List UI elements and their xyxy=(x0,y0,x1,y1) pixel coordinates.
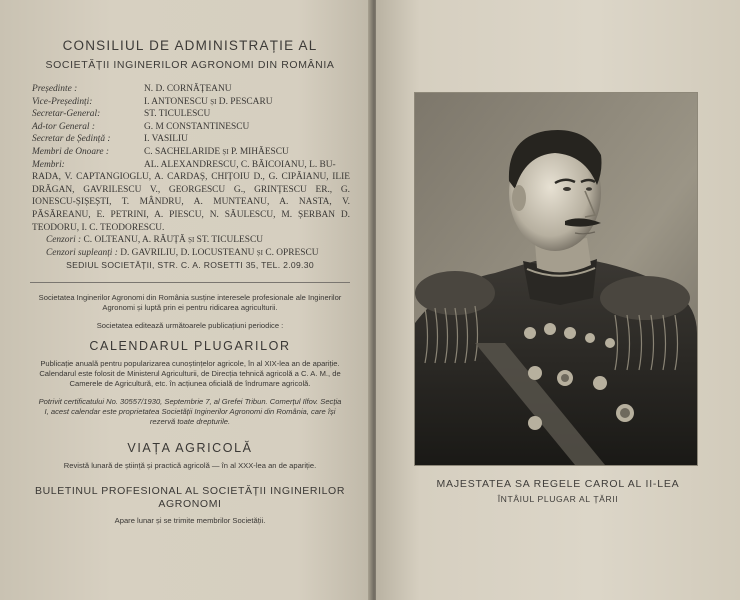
officer-row xyxy=(32,96,350,109)
officer-row xyxy=(32,108,350,121)
officer-name: N. D. CORNĂȚEANU xyxy=(144,84,232,94)
officer-role: Secretar-General: xyxy=(32,109,101,120)
members-row xyxy=(32,159,350,172)
divider xyxy=(30,282,350,283)
censors-names: C. OLTEANU, A. RĂUȚĂ și ST. TICULESCU xyxy=(83,235,263,246)
society-intro: Societatea Inginerilor Agronomi din România susține interesele profesionale ale Inginerilor Agronomi și luptă prin ei pentru ridicarea agriculturii. xyxy=(38,293,342,313)
portrait-caption: MAJESTATEA SA REGELE CAROL AL II-LEA xyxy=(436,478,680,490)
calendar-description: Publicație anuală pentru popularizarea cunoștințelor agricole, în al XIX-lea an de apariție. Calendarul este folosit de Ministerul Agriculturii, de Direcția tehnică agricolă a C. A. M., de Camerele de Agricultură, etc. în acțiunea oficială de îndrumare agricolă. xyxy=(39,359,341,389)
officer-name: G. M CONSTANTINESCU xyxy=(144,121,250,132)
alt-censors-row xyxy=(32,247,350,260)
officer-row xyxy=(32,83,350,96)
officer-role: Ad-tor General : xyxy=(32,121,96,132)
officers-list xyxy=(32,83,350,171)
council-heading: CONSILIUL DE ADMINISTRAȚIE AL xyxy=(62,38,318,53)
officer-role: Secretar de Ședință : xyxy=(32,134,111,145)
officer-role: Membri de Onoare : xyxy=(32,146,109,157)
officer-role: Vice-Președinți: xyxy=(32,96,93,107)
right-page xyxy=(376,0,740,600)
society-address: SEDIUL SOCIETĂȚII, STR. C. A. ROSETTI 35, TEL. 2.09.30 xyxy=(66,260,314,271)
officer-role: Președinte : xyxy=(32,84,78,94)
censors-role: Cenzori : xyxy=(46,235,82,246)
members-role: Membri: xyxy=(32,159,65,170)
officer-name: ST. TICULESCU xyxy=(144,109,211,120)
alt-censors-role: Cenzori supleanți : xyxy=(46,247,118,258)
calendar-title: CALENDARUL PLUGARILOR xyxy=(89,339,291,354)
calendar-copyright-note: Potrivit certificatului No. 30557/1930, Septembrie 7, al Grefei Tribun. Comerțul Ilfov. Secția I, acest calendar este proprietatea Societății Inginerilor Agronomi din România, care își rezervă toate drepturile. xyxy=(38,397,342,427)
bulletin-title: BULETINUL PROFESIONAL AL SOCIETĂȚII INGINERILOR AGRONOMI xyxy=(34,485,345,510)
viata-agricola-title: VIAȚA AGRICOLĂ xyxy=(127,441,253,456)
officer-row xyxy=(32,121,350,134)
officer-name: I. VASILIU xyxy=(144,134,188,145)
officer-row xyxy=(32,133,350,146)
officer-row xyxy=(32,146,350,159)
members-list: RADA, V. CAPTANGIOGLU, A. CARDAȘ, CHIȚOIU D., G. CIPĂIANU, ILIE DRĂGAN, GAVRILESCU V., GEORGESCU G., GRINȚESCU ER., G. IONESCU-ȘIȘEȘTI, T. MÂNDRU, A. MUNTEANU, A. NASTA, V. PĂSĂREANU, E. PETRINI, A. PIESCU, N. SĂULESCU, M. ȘERBAN D. TEODORU, I. C. TEODORESCU. xyxy=(32,172,350,233)
bulletin-description: Apare lunar și se trimite membrilor Societății. xyxy=(114,516,266,526)
portrait-image xyxy=(415,93,697,465)
officer-name: I. ANTONESCU și D. PESCARU xyxy=(144,96,273,107)
censors-row xyxy=(32,234,350,247)
publications-intro: Societatea editează următoarele publicațiuni periodice : xyxy=(96,321,284,331)
officer-name: C. SACHELARIDE și P. MIHĂESCU xyxy=(144,146,289,157)
society-subheading: SOCIETĂȚII INGINERILOR AGRONOMI DIN ROMÂNIA xyxy=(45,59,335,71)
members-first-line: AL. ALEXANDRESCU, C. BĂICOIANU, L. BU- xyxy=(144,159,336,170)
viata-agricola-description: Revistă lunară de știință și practică agricolă — în al XXX-lea an de apariție. xyxy=(63,461,317,471)
censors-block xyxy=(32,234,350,259)
portrait-subcaption: ÎNTÂIUL PLUGAR AL ȚĂRII xyxy=(497,494,619,504)
king-portrait-photo xyxy=(414,92,698,466)
alt-censors-names: D. GAVRILIU, D. LOCUSTEANU și C. OPRESCU xyxy=(120,247,319,258)
